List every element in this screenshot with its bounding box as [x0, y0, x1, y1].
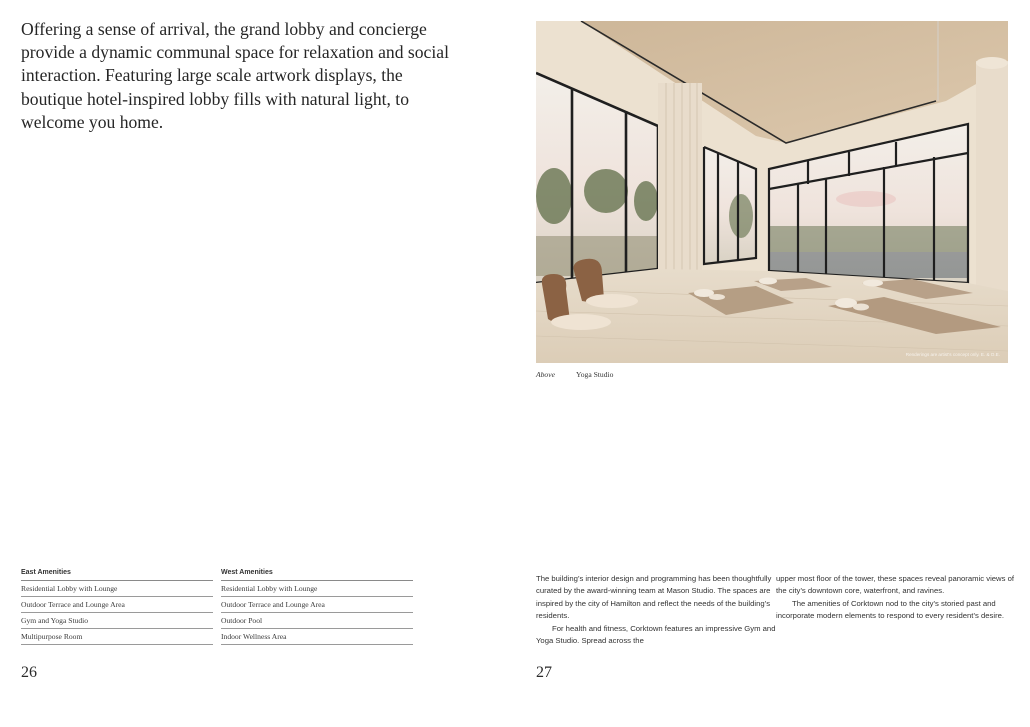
- body-paragraph: The building’s interior design and programming has been thoughtfully curated by the award-winning team at Mason Studio. The spaces are inspired by the city of Hamilton and reflect the needs of the building’s residents.: [536, 574, 772, 621]
- intro-paragraph: Offering a sense of arrival, the grand lobby and concierge provide a dynamic communal space for relaxation and social interaction. Featuring large scale artwork displays, the boutique hotel-inspired lobby fills with natural light, to welcome you home.: [21, 19, 449, 132]
- body-column-1: [536, 573, 776, 647]
- amenity-item: Gym and Yoga Studio: [21, 613, 213, 629]
- photo-caption: [536, 370, 613, 379]
- amenity-item: Outdoor Terrace and Lounge Area: [221, 597, 413, 613]
- page-number: 26: [21, 664, 37, 681]
- body-paragraph: The amenities of Corktown nod to the city’s storied past and incorporate modern elements to respond to every resident’s desire.: [776, 598, 1005, 621]
- east-amenities-column: [21, 567, 213, 645]
- yoga-studio-illustration: [536, 21, 1008, 363]
- caption-label: Above: [536, 370, 555, 379]
- photo-credit: Renderings are artist's concept only. E. & O.E.: [905, 352, 1000, 357]
- caption-text: Yoga Studio: [576, 370, 614, 379]
- body-column-2: [776, 573, 1016, 623]
- amenity-item: Residential Lobby with Lounge: [21, 581, 213, 597]
- yoga-studio-photo: [536, 21, 1008, 363]
- body-paragraph: upper most floor of the tower, these spaces reveal panoramic views of the city’s downtown core, waterfront, and ravines.: [776, 574, 1015, 596]
- west-amenities-heading: West Amenities: [221, 567, 413, 581]
- amenity-item: Residential Lobby with Lounge: [221, 581, 413, 597]
- amenity-item: Outdoor Pool: [221, 613, 413, 629]
- amenity-item: Outdoor Terrace and Lounge Area: [21, 597, 213, 613]
- right-page: [515, 0, 1030, 727]
- east-amenities-heading: East Amenities: [21, 567, 213, 581]
- amenity-item: Multipurpose Room: [21, 629, 213, 645]
- page-number: 27: [536, 664, 552, 681]
- west-amenities-column: [221, 567, 413, 645]
- amenity-item: Indoor Wellness Area: [221, 629, 413, 645]
- body-paragraph: For health and fitness, Corktown features an impressive Gym and Yoga Studio. Spread across the: [536, 623, 776, 646]
